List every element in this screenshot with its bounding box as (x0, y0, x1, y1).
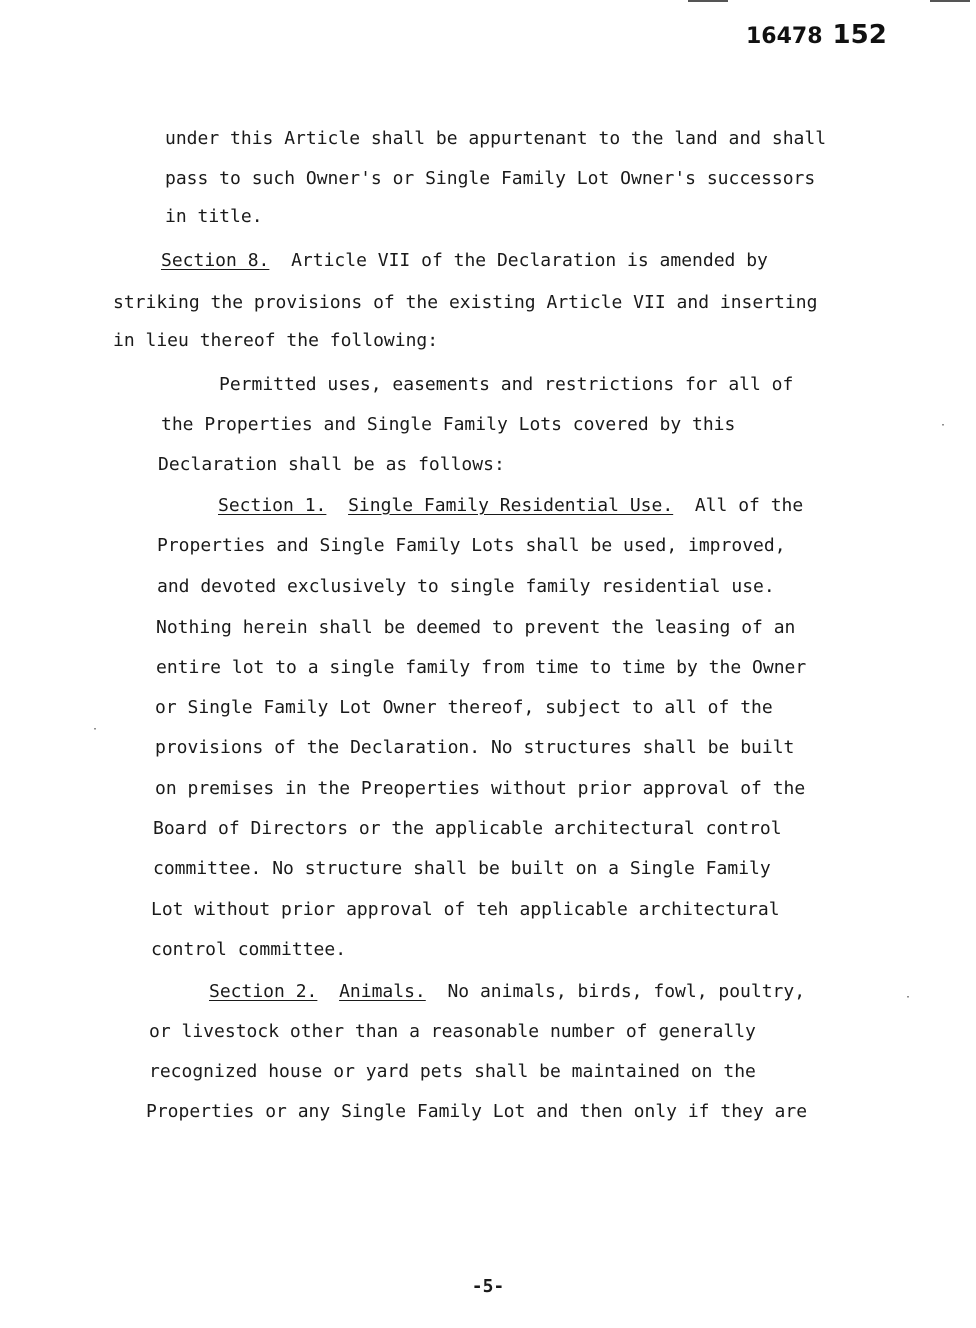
text-line: on premises in the Preoperties without prior approval of the (155, 778, 806, 799)
scan-mark (688, 0, 728, 2)
section-2-line (209, 981, 805, 1003)
text-line: Permitted uses, easements and restrictions for all of (219, 374, 794, 395)
section-heading: Section 2. (209, 981, 318, 1002)
page-footer: -5- (471, 1276, 505, 1297)
text-line: entire lot to a single family from time to time by the Owner (156, 657, 807, 678)
text-line: provisions of the Declaration. No structures shall be built (155, 737, 795, 758)
text-line: under this Article shall be appurtenant to the land and shall (165, 128, 827, 149)
section-title: Single Family Residential Use. (348, 495, 674, 516)
scan-speck: · (905, 992, 912, 1003)
text-line: and devoted exclusively to single family residential use. (157, 576, 775, 597)
text-line: the Properties and Single Family Lots covered by this (161, 414, 736, 435)
section-heading: Section 8. (161, 250, 270, 271)
text-span: Article VII of the Declaration is amended by (291, 250, 768, 271)
section-1-line (218, 495, 803, 517)
page-number-stamp: 152 (832, 20, 887, 50)
text-line: Lot without prior approval of teh applicable architectural (151, 899, 780, 920)
text-line: Properties or any Single Family Lot and then only if they are (146, 1101, 808, 1122)
section-8-line (161, 250, 768, 272)
scan-mark (930, 0, 970, 2)
book-number: 16478 (746, 24, 823, 49)
scan-speck: · (92, 724, 99, 735)
text-line: or livestock other than a reasonable number of generally (149, 1021, 756, 1042)
text-line: in title. (165, 206, 263, 227)
scan-speck: · (940, 420, 947, 431)
section-title: Animals. (339, 981, 426, 1002)
text-line: committee. No structure shall be built on a Single Family (153, 858, 771, 879)
text-line: pass to such Owner's or Single Family Lot Owner's successors (165, 168, 816, 189)
text-line: striking the provisions of the existing Article VII and inserting (113, 292, 818, 313)
text-line: Declaration shall be as follows: (158, 454, 505, 475)
recording-stamp (746, 20, 887, 50)
text-line: Board of Directors or the applicable architectural control (153, 818, 782, 839)
text-line: recognized house or yard pets shall be maintained on the (149, 1061, 756, 1082)
text-line: Properties and Single Family Lots shall be used, improved, (157, 535, 786, 556)
text-line: or Single Family Lot Owner thereof, subject to all of the (155, 697, 773, 718)
text-line: Nothing herein shall be deemed to prevent the leasing of an (156, 617, 796, 638)
text-span: All of the (694, 495, 804, 516)
section-heading: Section 1. (218, 495, 327, 516)
text-line: in lieu thereof the following: (113, 330, 439, 351)
text-span: No animals, birds, fowl, poultry, (447, 981, 806, 1002)
text-line: control committee. (151, 939, 347, 960)
